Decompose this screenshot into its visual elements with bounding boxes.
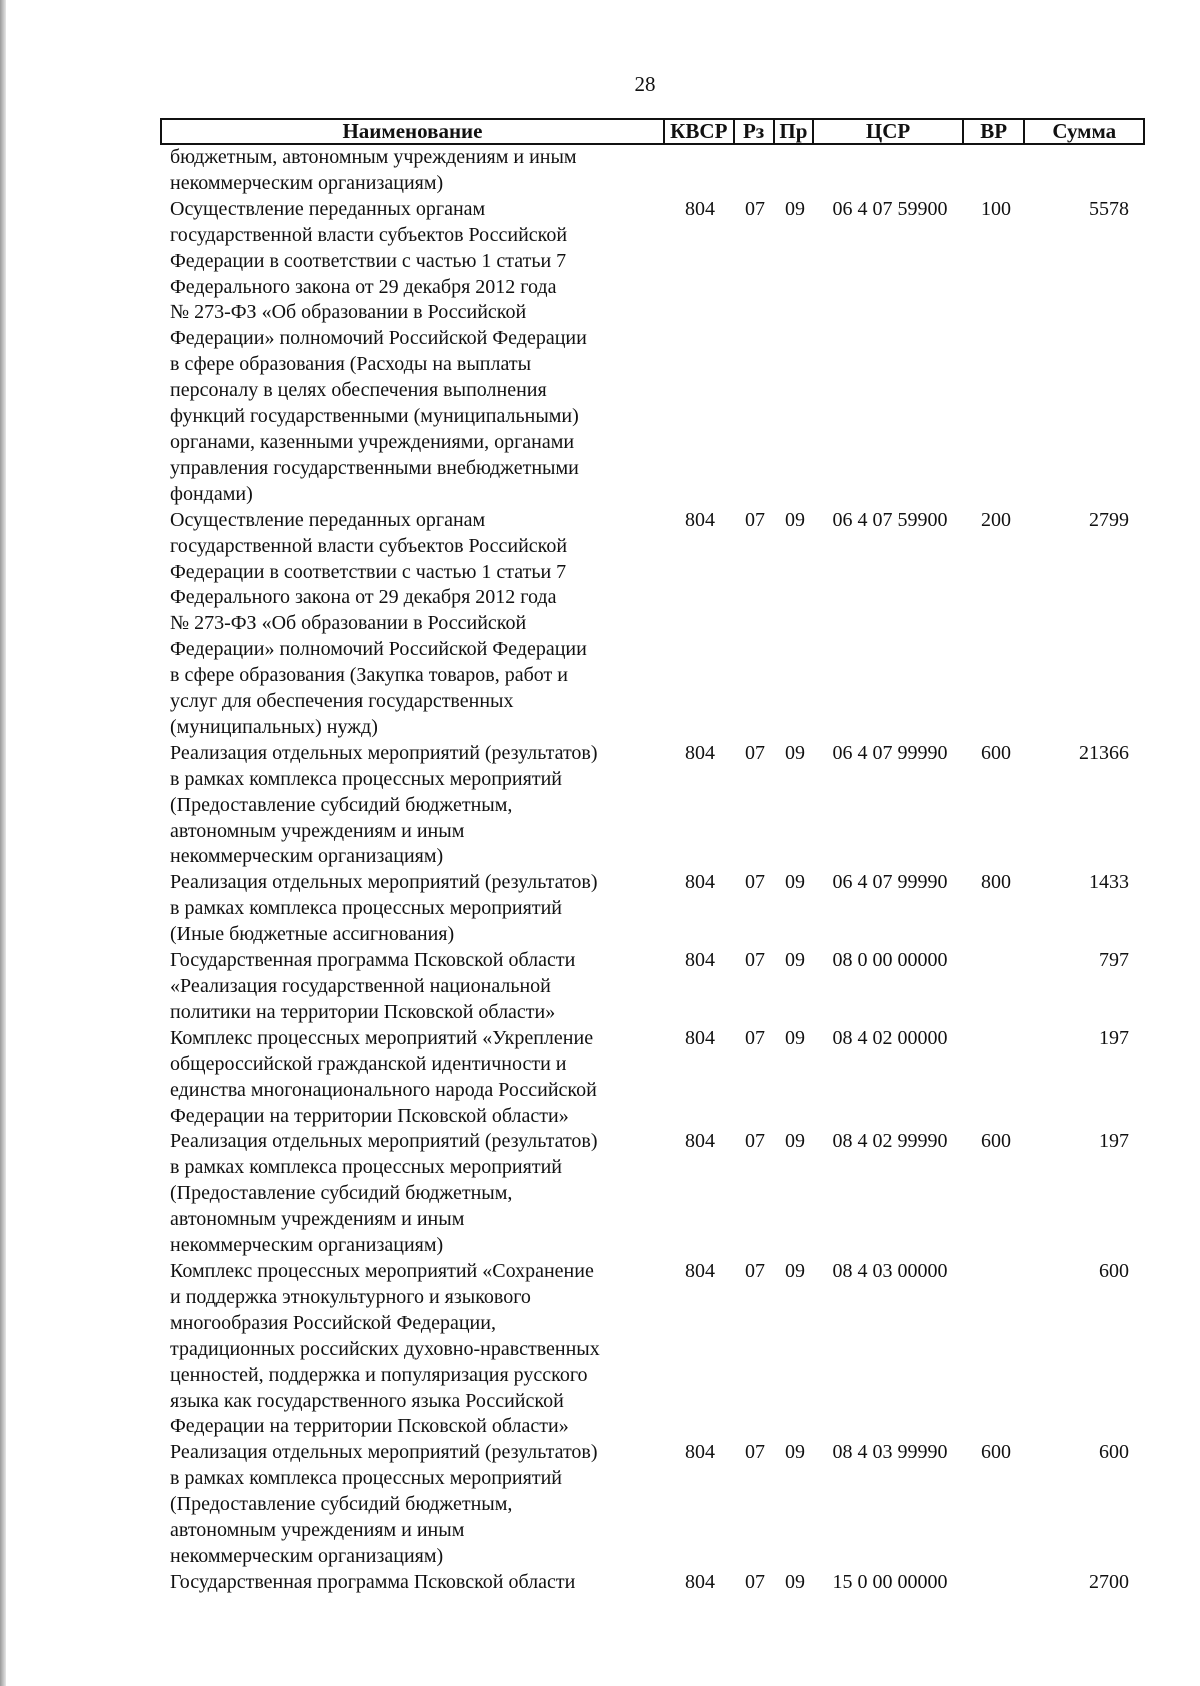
table-row — [160, 1440, 1145, 1570]
header-vr: ВР — [964, 120, 1026, 143]
header-kvsr: КВСР — [665, 120, 735, 143]
row-vr: 200 — [981, 508, 1011, 531]
row-csr: 06 4 07 59900 — [832, 508, 948, 531]
row-pr: 09 — [785, 1026, 805, 1049]
row-csr — [815, 145, 965, 197]
row-rz — [735, 145, 775, 197]
table-row — [160, 1570, 1145, 1596]
row-kvsr: 804 — [685, 508, 715, 531]
table-row — [160, 1129, 1145, 1259]
row-csr: 08 0 00 00000 — [832, 949, 948, 972]
table-body — [160, 145, 1145, 1596]
row-rz: 07 — [745, 1130, 765, 1153]
page-number: 28 — [634, 72, 656, 96]
row-kvsr: 804 — [685, 1259, 715, 1282]
row-sum: 1433 — [1089, 871, 1129, 894]
row-pr: 09 — [785, 1570, 805, 1593]
header-rz: Рз — [735, 120, 775, 143]
row-rz: 07 — [745, 1441, 765, 1464]
row-pr: 09 — [785, 871, 805, 894]
row-sum: 5578 — [1089, 197, 1129, 220]
row-rz: 07 — [745, 741, 765, 764]
row-rz: 07 — [745, 1570, 765, 1593]
row-pr: 09 — [785, 949, 805, 972]
row-csr: 06 4 07 59900 — [832, 197, 948, 220]
row-name: Комплекс процессных мероприятий «Сохранение и поддержка этнокультурного и языкового многообразия Российской Федерации, традиционных российских духовно-нравственных ценностей, поддержка и популяризация русского языка как государственного языка Российской Федерации на территории Псковской области» — [170, 1259, 600, 1438]
row-vr: 100 — [981, 197, 1011, 220]
row-rz: 07 — [745, 197, 765, 220]
row-kvsr — [665, 145, 735, 197]
row-pr: 09 — [785, 741, 805, 764]
header-name: Наименование — [162, 120, 665, 143]
row-vr — [965, 948, 1027, 1026]
row-kvsr: 804 — [685, 949, 715, 972]
row-name: Государственная программа Псковской области «Реализация государственной национальной политики на территории Псковской области» — [170, 949, 576, 1023]
table-row — [160, 508, 1145, 741]
row-sum: 21366 — [1079, 741, 1129, 764]
row-sum: 797 — [1099, 949, 1129, 972]
row-pr: 09 — [785, 1130, 805, 1153]
row-vr — [965, 1259, 1027, 1440]
row-kvsr: 804 — [685, 871, 715, 894]
row-sum: 600 — [1099, 1259, 1129, 1282]
row-vr: 600 — [981, 1130, 1011, 1153]
table-row — [160, 741, 1145, 871]
table-row — [160, 197, 1145, 508]
table-row — [160, 1259, 1145, 1440]
row-csr: 06 4 07 99990 — [832, 741, 948, 764]
row-vr — [965, 1026, 1027, 1130]
row-sum: 600 — [1099, 1441, 1129, 1464]
row-pr — [775, 145, 815, 197]
budget-table — [160, 118, 1145, 1596]
row-pr: 09 — [785, 1441, 805, 1464]
row-name: Реализация отдельных мероприятий (результатов) в рамках комплекса процессных мероприятий (Предоставление субсидий бюджетным, автономным учреждениям и иным некоммерческим организациям) — [170, 741, 598, 868]
row-vr — [965, 1570, 1027, 1596]
row-sum — [1027, 145, 1145, 197]
row-csr: 08 4 03 99990 — [832, 1441, 948, 1464]
row-rz: 07 — [745, 1259, 765, 1282]
header-sum: Сумма — [1052, 119, 1117, 143]
scan-edge — [0, 0, 6, 1686]
header-csr: ЦСР — [814, 120, 963, 143]
row-name: Реализация отдельных мероприятий (результатов) в рамках комплекса процессных мероприятий (Предоставление субсидий бюджетным, автономным учреждениям и иным некоммерческим организациям) — [170, 1130, 598, 1257]
row-rz: 07 — [745, 949, 765, 972]
table-row — [160, 948, 1145, 1026]
row-name: Осуществление переданных органам государственной власти субъектов Российской Федерации в соответствии с частью 1 статьи 7 Федерального закона от 29 декабря 2012 года № 273-ФЗ «Об образовании в Российской Федерации» полномочий Российской Федерации в сфере образования (Расходы на выплаты персоналу в целях обеспечения выполнения функций государственными (муниципальными) органами, казенными учреждениями, органами управления государственными внебюджетными фондами) — [170, 197, 587, 505]
row-kvsr: 804 — [685, 1026, 715, 1049]
row-sum: 2700 — [1089, 1570, 1129, 1593]
row-vr: 600 — [981, 1441, 1011, 1464]
row-pr: 09 — [785, 197, 805, 220]
table-row — [160, 145, 1145, 197]
header-pr: Пр — [775, 120, 815, 143]
row-pr: 09 — [785, 1259, 805, 1282]
row-name: Реализация отдельных мероприятий (результатов) в рамках комплекса процессных мероприятий (Предоставление субсидий бюджетным, автономным учреждениям и иным некоммерческим организациям) — [170, 1441, 598, 1567]
row-kvsr: 804 — [685, 1570, 715, 1593]
row-name: бюджетным, автономным учреждениям и иным некоммерческим организациям) — [170, 146, 577, 194]
row-name: Государственная программа Псковской области — [170, 1570, 576, 1593]
row-name: Осуществление переданных органам государственной власти субъектов Российской Федерации в соответствии с частью 1 статьи 7 Федерального закона от 29 декабря 2012 года № 273-ФЗ «Об образовании в Российской Федерации» полномочий Российской Федерации в сфере образования (Закупка товаров, работ и услуг для обеспечения государственных (муниципальных) нужд) — [170, 508, 587, 738]
row-csr: 08 4 03 00000 — [832, 1259, 948, 1282]
row-name: Комплекс процессных мероприятий «Укрепление общероссийской гражданской идентичности и единства многонационального народа Российской Федерации на территории Псковской области» — [170, 1026, 597, 1127]
row-kvsr: 804 — [685, 197, 715, 220]
row-kvsr: 804 — [685, 741, 715, 764]
row-kvsr: 804 — [685, 1130, 715, 1153]
row-vr: 600 — [981, 741, 1011, 764]
row-name: Реализация отдельных мероприятий (результатов) в рамках комплекса процессных мероприятий (Иные бюджетные ассигнования) — [170, 871, 598, 946]
row-kvsr: 804 — [685, 1441, 715, 1464]
table-row — [160, 1026, 1145, 1130]
row-rz: 07 — [745, 1026, 765, 1049]
table-row — [160, 870, 1145, 948]
row-csr: 08 4 02 99990 — [832, 1130, 948, 1153]
row-csr: 06 4 07 99990 — [832, 871, 948, 894]
table-header — [160, 118, 1145, 145]
row-vr: 800 — [981, 871, 1011, 894]
row-csr: 15 0 00 00000 — [832, 1570, 948, 1593]
row-pr: 09 — [785, 508, 805, 531]
row-csr: 08 4 02 00000 — [832, 1026, 948, 1049]
row-sum: 197 — [1099, 1130, 1129, 1153]
row-sum: 197 — [1099, 1026, 1129, 1049]
row-sum: 2799 — [1089, 508, 1129, 531]
row-rz: 07 — [745, 871, 765, 894]
row-rz: 07 — [745, 508, 765, 531]
row-vr — [965, 145, 1027, 197]
